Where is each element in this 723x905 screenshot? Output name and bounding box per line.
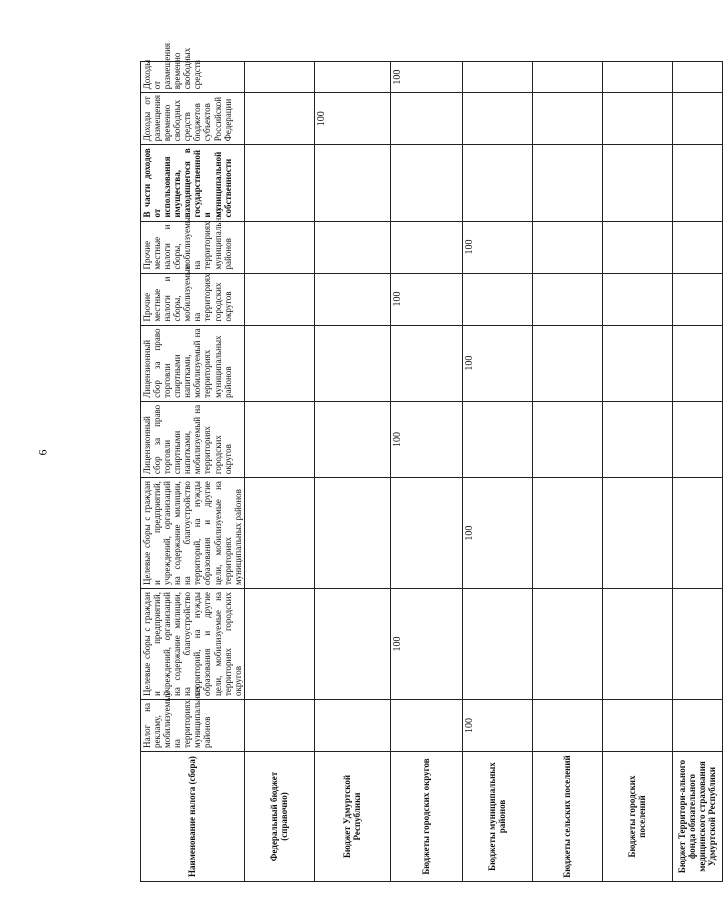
share-cell (672, 325, 722, 401)
share-cell (672, 221, 722, 273)
share-cell (532, 589, 602, 700)
share-cell (532, 62, 602, 93)
tax-name-cell: Налог на рекламу, мобилизуемый на территориях муниципальных районов (141, 700, 245, 752)
share-cell (390, 478, 462, 589)
tax-name-cell: Целевые сборы с граждан и предприятий, учреждений, организаций на содержание милиции, на благоустройство территорий, на нужды образования и другие цели, мобилизуемые на территориях городских округов (141, 589, 245, 700)
share-cell (532, 145, 602, 221)
tax-name-cell: Прочие местные налоги и сборы, мобилизуемые на территориях муниципальных районов (141, 221, 245, 273)
share-cell (602, 62, 672, 93)
tax-name-cell: Целевые сборы с граждан и предприятий, учреждений, организаций на содержание милиции, на благоустройство территорий, на нужды образования и другие цели, мобилизуемые на территориях муниципальных районов (141, 478, 245, 589)
share-cell: 100 (390, 401, 462, 477)
share-cell (244, 325, 314, 401)
tax-name-cell: Лицензионный сбор за право торговли спиртными напитками, мобилизуемый на территориях городских округов (141, 401, 245, 477)
share-cell (602, 93, 672, 145)
share-cell (532, 700, 602, 752)
share-cell (602, 478, 672, 589)
share-cell (244, 221, 314, 273)
column-header: Бюджеты городских округов (390, 752, 462, 882)
share-cell (244, 62, 314, 93)
share-cell (532, 325, 602, 401)
share-cell (672, 401, 722, 477)
share-cell (314, 478, 390, 589)
share-cell (672, 93, 722, 145)
share-cell (462, 401, 532, 477)
share-cell (314, 589, 390, 700)
share-cell (462, 273, 532, 325)
share-cell (462, 589, 532, 700)
table-row (602, 62, 672, 882)
share-cell (602, 325, 672, 401)
column-header: Бюджет Территори-ального фонда обязательного медицинского страхования Удмуртской Республики (672, 752, 722, 882)
column-header: Федеральный бюджет (справочно) (244, 752, 314, 882)
table-row (672, 62, 722, 882)
page-number: 6 (35, 449, 50, 456)
share-cell (602, 589, 672, 700)
share-cell (462, 145, 532, 221)
share-cell: 100 (462, 478, 532, 589)
table-row (462, 62, 532, 882)
share-cell (244, 93, 314, 145)
share-cell (244, 401, 314, 477)
tax-name-cell: Доходы от размещения временно свободных средств (141, 62, 245, 93)
share-cell (462, 62, 532, 93)
table-row (244, 62, 314, 882)
share-cell (672, 273, 722, 325)
share-cell (672, 700, 722, 752)
tax-name-cell: Лицензионный сбор за право торговли спиртными напитками, мобилизуемый на территориях муниципальных районов (141, 325, 245, 401)
share-cell (672, 62, 722, 93)
column-header: Бюджеты городских поселений (602, 752, 672, 882)
share-cell (532, 478, 602, 589)
share-cell (244, 145, 314, 221)
share-cell (602, 273, 672, 325)
share-cell: 100 (390, 589, 462, 700)
share-cell (532, 401, 602, 477)
share-cell (390, 145, 462, 221)
tax-name-cell: Прочие местные налоги и сборы, мобилизуемые на территориях городских округов (141, 273, 245, 325)
share-cell (314, 273, 390, 325)
share-cell (314, 221, 390, 273)
column-header: Наименование налога (сбора) (141, 752, 245, 882)
share-cell (672, 478, 722, 589)
share-cell (314, 325, 390, 401)
share-cell (244, 700, 314, 752)
share-cell (390, 325, 462, 401)
table-row (390, 62, 462, 882)
share-cell (532, 273, 602, 325)
share-cell (244, 478, 314, 589)
share-cell (314, 700, 390, 752)
table-row (314, 62, 390, 882)
share-cell (314, 145, 390, 221)
table-row (141, 62, 245, 882)
tax-name-cell: В части доходов от использования имущества, находящегося в государственной и муниципальной собственности (141, 145, 245, 221)
share-cell (244, 273, 314, 325)
share-cell (314, 62, 390, 93)
share-cell (390, 221, 462, 273)
table-row (532, 62, 602, 882)
tax-distribution-table (140, 42, 723, 882)
share-cell: 100 (462, 700, 532, 752)
share-cell (390, 700, 462, 752)
share-cell (390, 93, 462, 145)
tax-name-cell: Доходы от размещения временно свободных средств бюджетов субъектов Российской Федерации (141, 93, 245, 145)
rotated-page (140, 42, 718, 882)
share-cell (602, 700, 672, 752)
column-header: Бюджеты сельских поселений (532, 752, 602, 882)
share-cell: 100 (462, 221, 532, 273)
share-cell: 100 (390, 273, 462, 325)
share-cell (244, 589, 314, 700)
share-cell: 100 (462, 325, 532, 401)
share-cell (602, 401, 672, 477)
share-cell (532, 221, 602, 273)
column-header: Бюджет Удмуртской Республики (314, 752, 390, 882)
share-cell (602, 145, 672, 221)
share-cell (532, 93, 602, 145)
share-cell (462, 93, 532, 145)
column-header: Бюджеты муниципальных районов (462, 752, 532, 882)
share-cell (672, 589, 722, 700)
share-cell (672, 145, 722, 221)
share-cell (314, 401, 390, 477)
share-cell: 100 (314, 93, 390, 145)
share-cell: 100 (390, 62, 462, 93)
share-cell (602, 221, 672, 273)
